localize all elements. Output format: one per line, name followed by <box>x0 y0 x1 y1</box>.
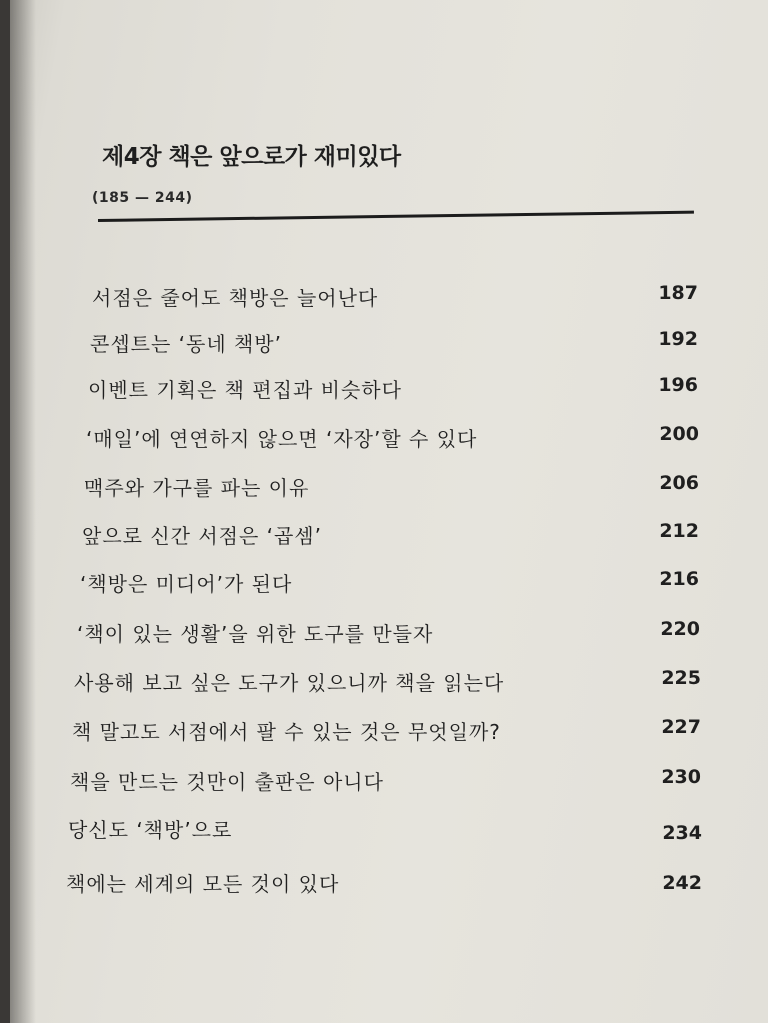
toc-entry-title: 앞으로 신간 서점은 ‘곱셈’ <box>82 524 322 548</box>
toc-entry-page: 216 <box>659 568 699 590</box>
book-page <box>10 0 768 1023</box>
toc-entry-page: 234 <box>662 822 702 844</box>
toc-entry-page: 192 <box>658 328 698 350</box>
toc-entry-page: 225 <box>661 667 701 689</box>
toc-entry-page: 220 <box>660 618 700 640</box>
toc-entry-page: 242 <box>662 872 702 894</box>
toc-entry-title: 콘셉트는 ‘동네 책방’ <box>90 332 282 356</box>
toc-entry-title: ‘책방은 미디어’가 된다 <box>80 572 293 596</box>
toc-entry-page: 227 <box>661 716 701 738</box>
toc-entry-title: ‘책이 있는 생활’을 위한 도구를 만들자 <box>77 622 434 646</box>
chapter-page-range: (185 — 244) <box>92 190 193 206</box>
toc-entry-title: 책 말고도 서점에서 팔 수 있는 것은 무엇일까? <box>72 720 501 744</box>
toc-entry-page: 187 <box>658 282 698 304</box>
toc-entry-page: 230 <box>661 766 701 788</box>
toc-entry-page: 206 <box>659 472 699 494</box>
toc-entry-title: 책에는 세계의 모든 것이 있다 <box>66 872 340 896</box>
toc-entry-page: 200 <box>659 423 699 445</box>
toc-entry-title: ‘매일’에 연연하지 않으면 ‘자장’할 수 있다 <box>86 427 478 451</box>
chapter-title: 제4장 책은 앞으로가 재미있다 <box>102 144 401 170</box>
spine-shadow <box>10 0 36 1023</box>
toc-entry-title: 당신도 ‘책방’으로 <box>68 818 233 842</box>
toc-entry-title: 맥주와 가구를 파는 이유 <box>84 476 310 500</box>
chapter-divider <box>98 211 694 222</box>
toc-entry-page: 196 <box>658 374 698 396</box>
toc-entry-title: 서점은 줄어도 책방은 늘어난다 <box>92 286 379 310</box>
toc-entry-title: 사용해 보고 싶은 도구가 있으니까 책을 읽는다 <box>74 671 505 695</box>
toc-entry-page: 212 <box>659 520 699 542</box>
toc-entry-title: 이벤트 기획은 책 편집과 비슷하다 <box>88 378 402 402</box>
toc-entry-title: 책을 만드는 것만이 출판은 아니다 <box>70 770 384 794</box>
